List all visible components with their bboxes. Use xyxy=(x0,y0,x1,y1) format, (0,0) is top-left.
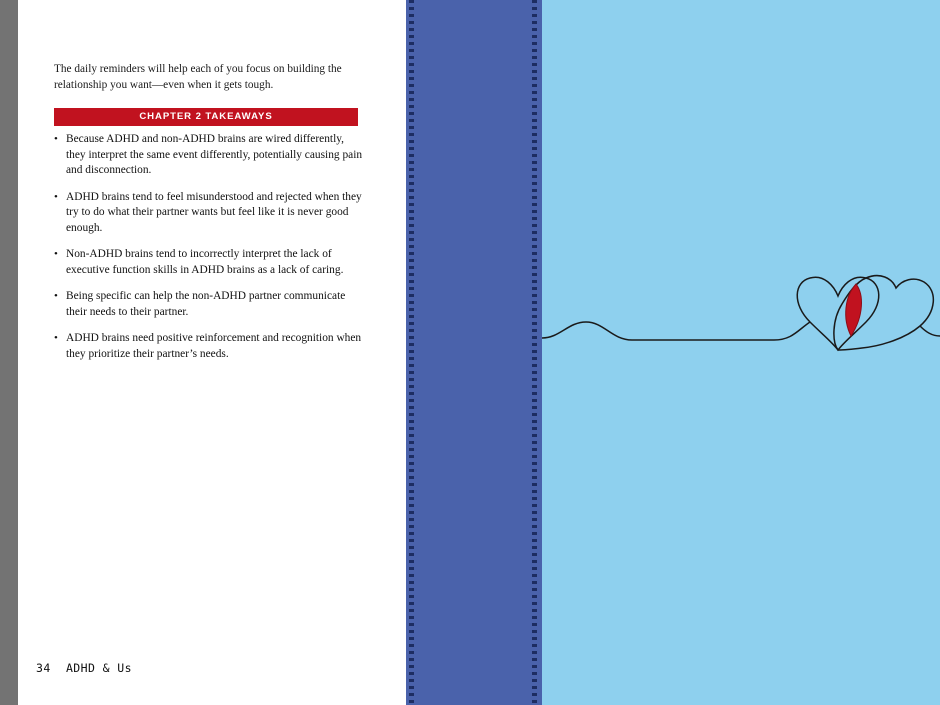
book-title: ADHD & Us xyxy=(65,661,132,675)
left-page xyxy=(18,0,390,705)
list-item xyxy=(54,331,366,362)
bullet-icon: • xyxy=(54,190,58,203)
bullet-icon: • xyxy=(54,133,58,145)
list-item xyxy=(54,289,366,320)
book-spine xyxy=(406,0,542,705)
page-number: 34 xyxy=(36,661,51,675)
list-item xyxy=(54,190,366,237)
list-item-text: ADHD brains need positive reinforcement and recognition when they prioritize their partner’s needs. xyxy=(66,332,362,360)
wave-line-left xyxy=(542,322,810,340)
list-item-text: Being specific can help the non-ADHD partner communicate their needs to their partner. xyxy=(66,290,346,318)
bullet-icon: • xyxy=(54,290,58,302)
list-item xyxy=(54,247,366,278)
takeaways-list xyxy=(54,132,366,373)
bullet-icon: • xyxy=(54,248,58,260)
bullet-icon: • xyxy=(54,332,58,344)
spine-stitching-right xyxy=(532,0,537,705)
list-item-text: Non-ADHD brains tend to incorrectly interpret the lack of executive function skills in ADHD brains as a lack of caring. xyxy=(66,248,344,276)
list-item-text: ADHD brains tend to feel misunderstood and rejected when they try to do what their partner wants but feel like it is never good enough. xyxy=(66,190,362,234)
wave-line-right xyxy=(920,326,940,336)
interlocking-hearts-illustration xyxy=(542,260,940,370)
list-item-text: Because ADHD and non-ADHD brains are wired differently, they interpret the same event differently, potentially causing pain and disconnection. xyxy=(66,133,363,176)
spine-stitching-left xyxy=(409,0,414,705)
intro-paragraph: The daily reminders will help each of you focus on building the relationship you want—even when it gets tough. xyxy=(54,63,342,92)
right-page xyxy=(542,0,940,705)
page-footer xyxy=(36,661,132,675)
chapter-takeaways-heading: CHAPTER 2 TAKEAWAYS xyxy=(54,108,358,126)
list-item xyxy=(54,132,366,179)
